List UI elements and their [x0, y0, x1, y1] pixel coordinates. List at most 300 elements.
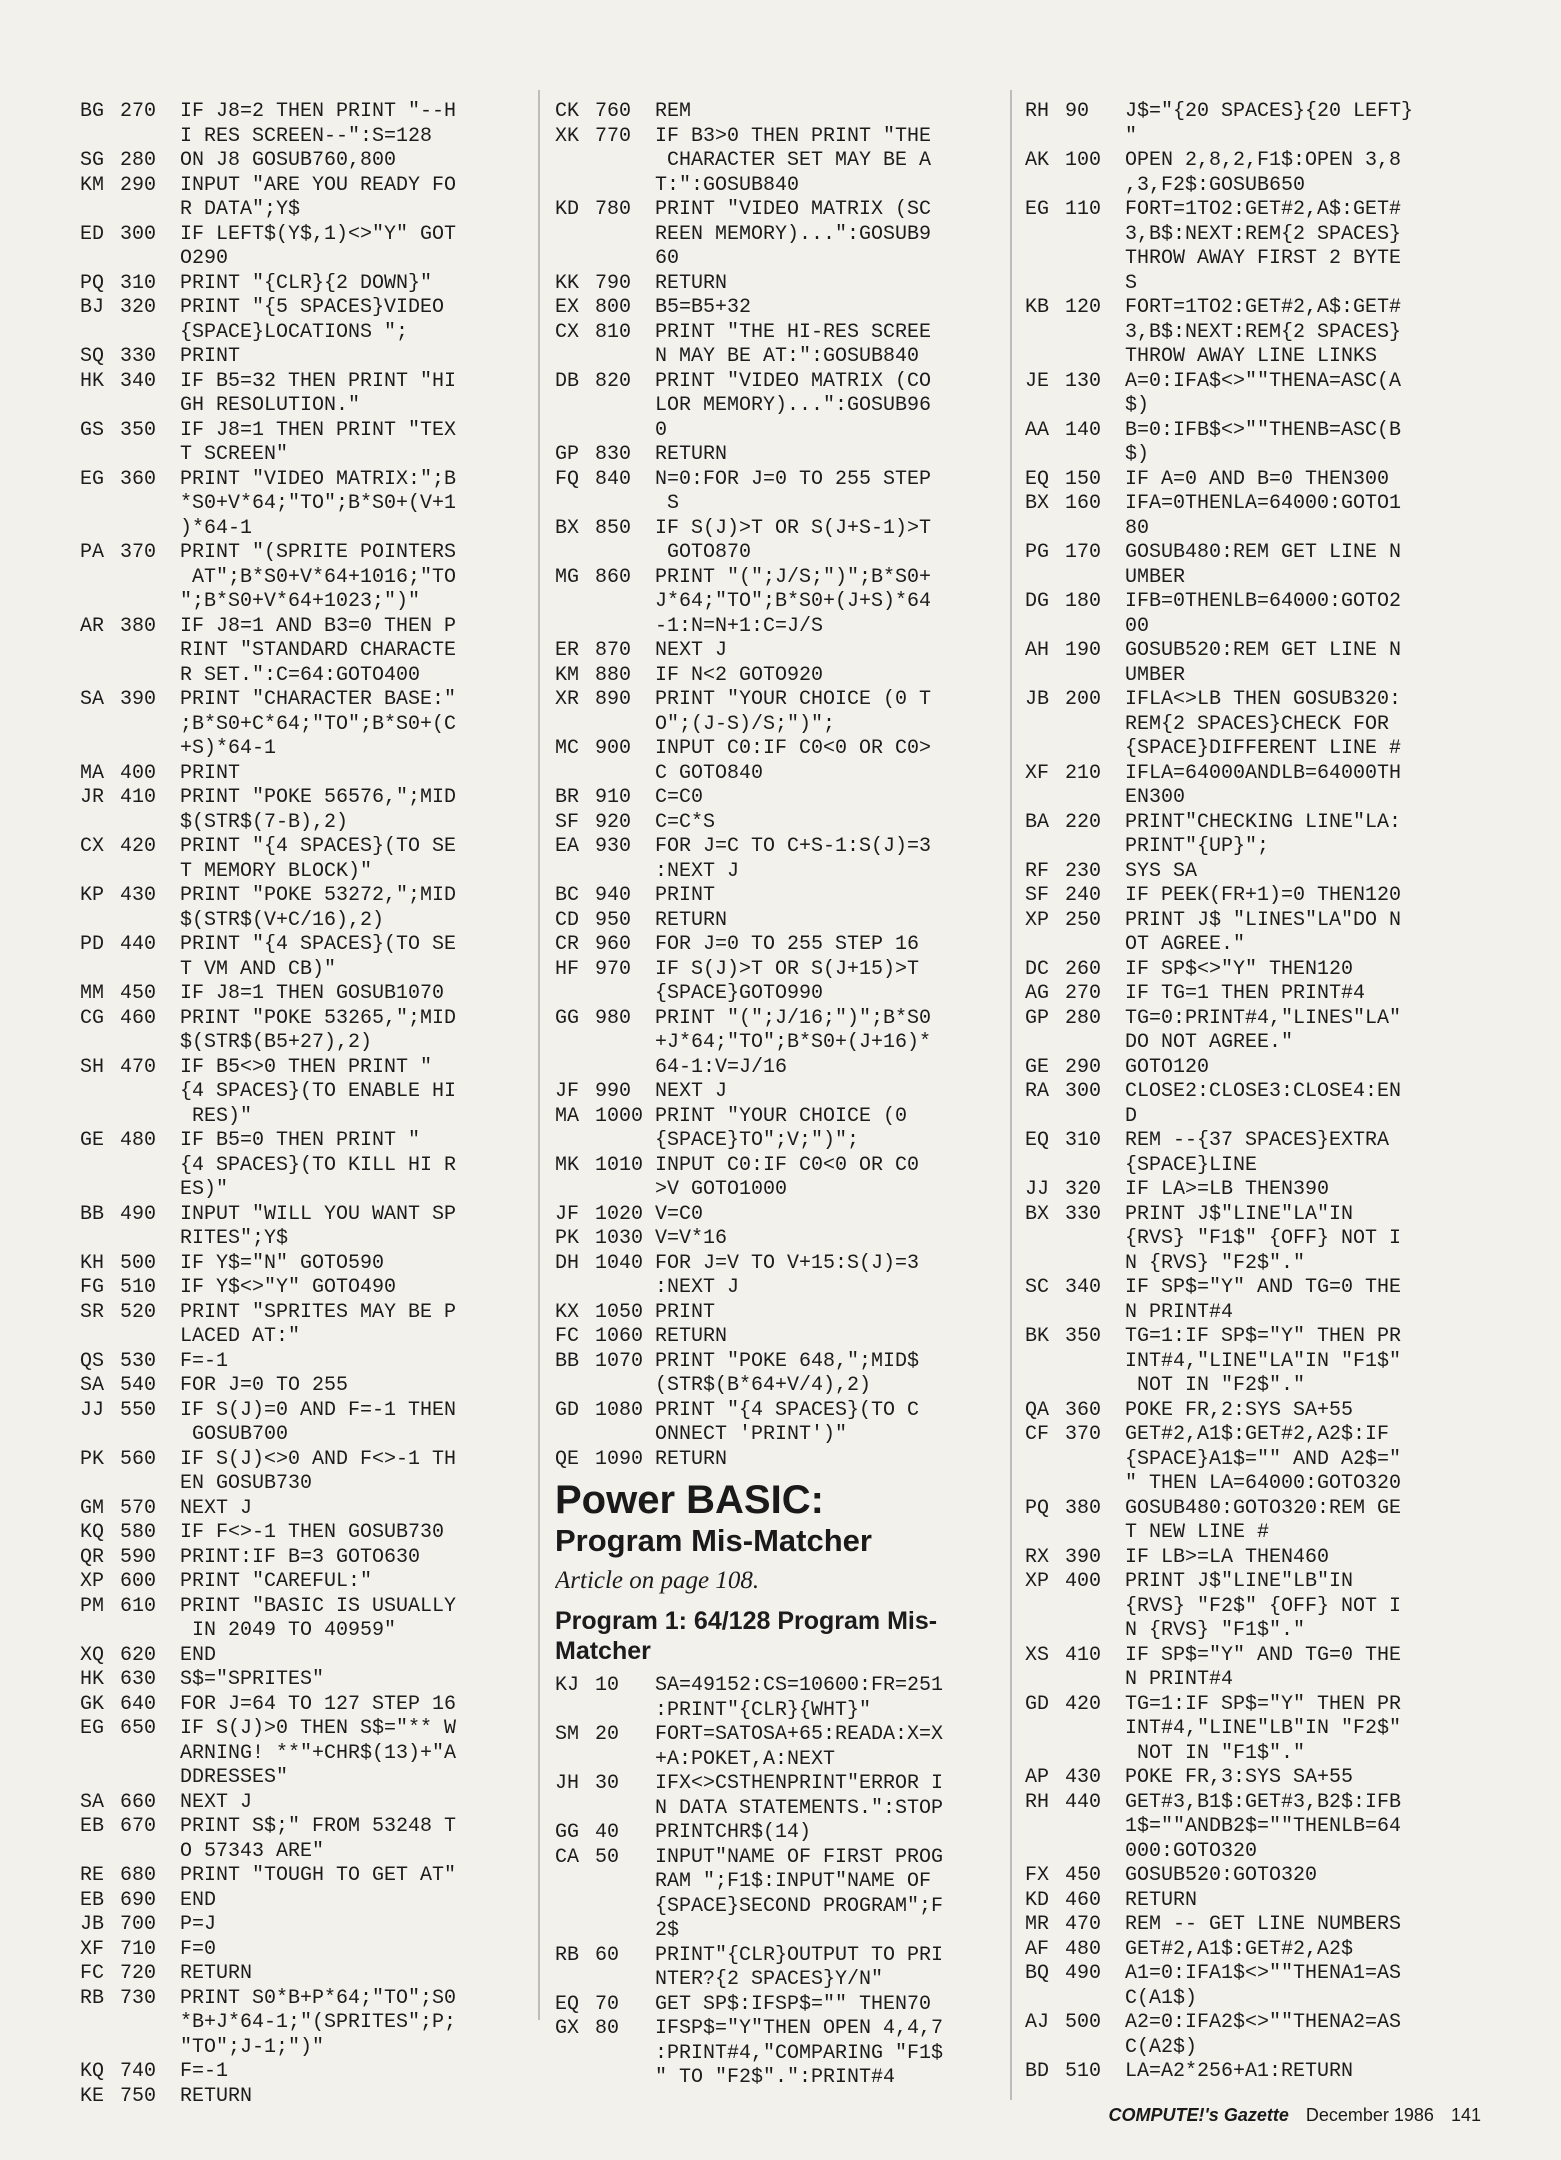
line-number [1065, 1252, 1125, 1277]
line-number: 510 [120, 1276, 157, 1299]
checksum: JB [80, 1913, 105, 1936]
checksum [80, 443, 120, 468]
checksum [555, 492, 595, 517]
code-line [1025, 1056, 1480, 1081]
line-number [1065, 1619, 1125, 1644]
code-line [555, 296, 1000, 321]
checksum: JJ [1025, 1178, 1050, 1201]
code-text: IF F<>-1 THEN GOSUB730 [180, 1521, 445, 1544]
code-text: :NEXT J [655, 859, 740, 883]
code-text: PRINT [180, 761, 241, 785]
code-line [555, 1423, 1000, 1448]
checksum [555, 419, 595, 444]
code-text: CLOSE2:CLOSE3:CLOSE4:EN [1125, 1080, 1402, 1103]
code-text: NOT IN "F1$"." [1125, 1741, 1306, 1765]
line-number [595, 345, 655, 370]
line-number: 480 [120, 1129, 157, 1152]
code-line [555, 468, 1000, 493]
code-text: IFA=0THENLA=64000:GOTO1 [1125, 492, 1402, 515]
code-text: RETURN [655, 1447, 728, 1471]
line-number: 290 [120, 173, 157, 197]
code-line [80, 1889, 520, 1914]
code-text: RETURN [1125, 1888, 1198, 1912]
code-text: GH RESOLUTION." [180, 394, 361, 417]
line-number [595, 247, 655, 272]
code-line [80, 1105, 520, 1130]
code-text: N {RVS} "F2$"." [1125, 1251, 1306, 1275]
code-line [555, 713, 1000, 738]
checksum [1025, 1521, 1065, 1546]
code-text: ARNING! **"+CHR$(13)+"A [180, 1741, 457, 1765]
line-number: 30 [595, 1772, 620, 1795]
checksum: RE [80, 1864, 105, 1887]
checksum: KD [1025, 1888, 1050, 1912]
code-text: IF S(J)=0 AND F=-1 THEN [180, 1398, 457, 1422]
code-text: PRINT [180, 345, 241, 368]
line-number [1065, 566, 1125, 591]
checksum: BQ [1025, 1962, 1050, 1985]
line-number [595, 713, 655, 738]
checksum: XS [1025, 1643, 1050, 1667]
code-text: +S)*64-1 [180, 737, 277, 760]
code-text: N=0:FOR J=0 TO 255 STEP [655, 467, 932, 491]
checksum [1025, 1350, 1065, 1375]
line-number: 650 [120, 1717, 157, 1740]
code-line [1025, 1399, 1480, 1424]
checksum [555, 1031, 595, 1056]
code-line [1025, 1815, 1480, 1840]
checksum: EG [80, 467, 105, 491]
code-text: {SPACE}GOTO990 [655, 982, 824, 1005]
line-number [120, 639, 180, 664]
code-line [1025, 492, 1480, 517]
line-number: 770 [595, 124, 632, 148]
code-line [555, 566, 1000, 591]
code-line [555, 1178, 1000, 1203]
code-line [555, 247, 1000, 272]
checksum [1025, 321, 1065, 346]
program-heading: Program 1: 64/128 Program Mis-Matcher [555, 1607, 938, 1665]
code-line [80, 468, 520, 493]
code-line [1025, 1374, 1480, 1399]
code-line [80, 860, 520, 885]
code-text: S [1125, 271, 1138, 295]
checksum: EQ [1025, 467, 1050, 491]
checksum [80, 1178, 120, 1203]
code-line [555, 174, 1000, 199]
code-line [555, 1350, 1000, 1375]
checksum [1025, 664, 1065, 689]
checksum [1025, 1815, 1065, 1840]
line-number: 270 [1065, 982, 1102, 1005]
code-line [80, 1423, 520, 1448]
checksum [1025, 1668, 1065, 1693]
code-text: NEXT J [655, 1080, 728, 1103]
line-number [1065, 345, 1125, 370]
checksum [555, 1056, 595, 1081]
code-line [1025, 174, 1480, 199]
code-line [555, 517, 1000, 542]
code-text: N PRINT#4 [1125, 1300, 1234, 1324]
code-text: IF SP$<>"Y" THEN120 [1125, 957, 1354, 981]
code-line [555, 1325, 1000, 1350]
line-number: 400 [1065, 1570, 1102, 1593]
line-number: 670 [120, 1815, 157, 1838]
line-number [595, 982, 655, 1007]
code-line [80, 125, 520, 150]
checksum: GX [555, 2017, 580, 2040]
code-text: PRINT"{CLR}OUTPUT TO PRI [655, 1943, 944, 1967]
line-number: 440 [120, 933, 157, 956]
checksum [1025, 247, 1065, 272]
code-text: REM [655, 100, 692, 123]
code-text: GOTO870 [655, 541, 752, 564]
checksum [555, 590, 595, 615]
code-line [80, 1987, 520, 2012]
code-text: FORT=1TO2:GET#2,A$:GET# [1125, 296, 1402, 319]
code-line [1025, 1693, 1480, 1718]
checksum: ED [80, 222, 105, 246]
line-number: 410 [120, 786, 157, 809]
line-number [120, 713, 180, 738]
code-text: FOR J=0 TO 255 STEP 16 [655, 933, 920, 956]
code-line [80, 492, 520, 517]
line-number: 430 [120, 884, 157, 907]
line-number: 700 [120, 1913, 157, 1936]
line-number: 880 [595, 663, 632, 687]
code-line [80, 1570, 520, 1595]
line-number: 10 [595, 1674, 620, 1697]
line-number [1065, 1521, 1125, 1546]
line-number: 440 [1065, 1790, 1102, 1814]
code-text: FOR J=C TO C+S-1:S(J)=3 [655, 835, 932, 858]
checksum [555, 174, 595, 199]
line-number: 270 [120, 100, 157, 123]
line-number: 430 [1065, 1766, 1102, 1789]
code-text: PRINT "{4 SPACES}(TO SE [180, 835, 457, 858]
checksum: DH [555, 1251, 580, 1275]
code-text: N {RVS} "F1$"." [1125, 1619, 1306, 1642]
checksum: BX [1025, 1202, 1050, 1226]
checksum: KM [555, 663, 580, 687]
checksum: SA [80, 1790, 105, 1814]
code-line [1025, 933, 1480, 958]
checksum: CX [555, 320, 580, 344]
checksum [1025, 713, 1065, 738]
line-number [1065, 1448, 1125, 1473]
line-number: 780 [595, 198, 632, 221]
checksum [555, 1748, 595, 1773]
code-line [80, 811, 520, 836]
code-text: INPUT"NAME OF FIRST PROG [655, 1845, 944, 1869]
line-number [1065, 125, 1125, 150]
line-number: 940 [595, 884, 632, 907]
checksum: EB [80, 1888, 105, 1912]
line-number: 740 [120, 2060, 157, 2083]
code-line [555, 198, 1000, 223]
code-line [555, 370, 1000, 395]
line-number: 310 [120, 271, 157, 295]
checksum [555, 345, 595, 370]
code-text: {4 SPACES}(TO ENABLE HI [180, 1080, 457, 1103]
code-line [555, 1154, 1000, 1179]
code-line [555, 1821, 1000, 1846]
checksum [1025, 1987, 1065, 2012]
code-text: PRINT "BASIC IS USUALLY [180, 1594, 457, 1618]
page-footer [1097, 2105, 1481, 2126]
line-number: 420 [120, 835, 157, 858]
checksum [1025, 1595, 1065, 1620]
checksum: SC [1025, 1276, 1050, 1299]
code-line [555, 1448, 1000, 1473]
code-text: T MEMORY BLOCK)" [180, 859, 373, 883]
line-number [120, 492, 180, 517]
line-number [120, 1766, 180, 1791]
code-line [1025, 835, 1480, 860]
code-line [80, 1252, 520, 1277]
line-number [120, 1619, 180, 1644]
checksum [80, 1080, 120, 1105]
code-line [80, 1521, 520, 1546]
code-text: J$="{20 SPACES}{20 LEFT} [1125, 100, 1414, 123]
line-number: 520 [120, 1300, 157, 1324]
checksum: AA [1025, 418, 1050, 442]
line-number: 490 [120, 1202, 157, 1226]
code-text: J*64;"TO";B*S0+(J+S)*64 [655, 590, 932, 613]
code-text: T VM AND CB)" [180, 957, 337, 981]
code-text: 00 [1125, 614, 1150, 638]
line-number [120, 1080, 180, 1105]
checksum: XQ [80, 1643, 105, 1667]
checksum: GG [555, 1821, 580, 1844]
line-number [1065, 247, 1125, 272]
code-line [1025, 1546, 1480, 1571]
code-line [1025, 1497, 1480, 1522]
checksum: DG [1025, 590, 1050, 613]
code-line [80, 1693, 520, 1718]
code-text: V=C0 [655, 1202, 704, 1226]
code-text: IFSP$="Y"THEN OPEN 4,4,7 [655, 2017, 944, 2040]
checksum [555, 982, 595, 1007]
code-text: LACED AT:" [180, 1325, 301, 1348]
code-line [555, 786, 1000, 811]
checksum: EG [1025, 198, 1050, 221]
checksum [555, 2042, 595, 2067]
line-number [120, 737, 180, 762]
line-number: 410 [1065, 1643, 1102, 1667]
code-text: DO NOT AGREE." [1125, 1031, 1294, 1054]
code-text: IF B5<>0 THEN PRINT " [180, 1055, 433, 1079]
line-number [595, 762, 655, 787]
checksum: KJ [555, 1674, 580, 1697]
code-text: 1$=""ANDB2$=""THENLB=64 [1125, 1815, 1402, 1838]
code-line [555, 1129, 1000, 1154]
line-number [120, 1227, 180, 1252]
line-number [1065, 2036, 1125, 2061]
code-line [555, 737, 1000, 762]
code-text: DDRESSES" [180, 1766, 289, 1789]
code-text: 3,B$:NEXT:REM{2 SPACES} [1125, 320, 1402, 344]
checksum [80, 639, 120, 664]
checksum: DB [555, 369, 580, 393]
line-number [1065, 517, 1125, 542]
code-text: GOSUB480:GOTO320:REM GE [1125, 1496, 1402, 1520]
line-number: 460 [120, 1006, 157, 1030]
line-number: 830 [595, 443, 632, 466]
checksum: SF [1025, 884, 1050, 907]
checksum [80, 1423, 120, 1448]
code-line [555, 639, 1000, 664]
line-number: 350 [120, 418, 157, 442]
checksum [80, 492, 120, 517]
line-number [595, 149, 655, 174]
checksum: AF [1025, 1937, 1050, 1961]
code-text: " TO "F2$".":PRINT#4 [655, 2066, 896, 2089]
code-line [1025, 1742, 1480, 1767]
code-line [80, 2060, 520, 2085]
code-line [1025, 786, 1480, 811]
line-number [595, 590, 655, 615]
checksum: QR [80, 1545, 105, 1569]
code-text: 3,B$:NEXT:REM{2 SPACES} [1125, 222, 1402, 246]
checksum: CR [555, 933, 580, 956]
line-number [1065, 1031, 1125, 1056]
code-line [555, 125, 1000, 150]
checksum [1025, 443, 1065, 468]
code-line [555, 100, 1000, 125]
line-number: 530 [120, 1349, 157, 1373]
code-line [1025, 615, 1480, 640]
code-text: R DATA";Y$ [180, 198, 301, 221]
code-text: {SPACE}LINE [1125, 1153, 1258, 1177]
line-number [120, 860, 180, 885]
checksum [1025, 1840, 1065, 1865]
line-number [120, 1472, 180, 1497]
line-number: 1030 [595, 1227, 644, 1250]
code-text: LOR MEMORY)...":GOSUB96 [655, 394, 932, 417]
code-text: R SET.":C=64:GOTO400 [180, 663, 421, 687]
code-line [80, 1399, 520, 1424]
code-text: FORT=SATOSA+65:READA:X=X [655, 1723, 944, 1746]
line-number: 100 [1065, 149, 1102, 172]
code-line [555, 1276, 1000, 1301]
code-text: FORT=1TO2:GET#2,A$:GET# [1125, 198, 1402, 221]
checksum [80, 1472, 120, 1497]
code-line [555, 1080, 1000, 1105]
code-line [1025, 1521, 1480, 1546]
checksum [555, 1276, 595, 1301]
code-text: "TO";J-1;")" [180, 2035, 325, 2059]
code-text: PRINT [655, 884, 716, 907]
line-number [120, 321, 180, 346]
checksum: SR [80, 1300, 105, 1324]
code-line [1025, 958, 1480, 983]
line-number [595, 1699, 655, 1724]
checksum [1025, 933, 1065, 958]
code-line [555, 1056, 1000, 1081]
code-line [80, 1472, 520, 1497]
line-number: 180 [1065, 590, 1102, 613]
code-line [1025, 1423, 1480, 1448]
line-number: 370 [120, 541, 157, 564]
line-number [1065, 443, 1125, 468]
line-number: 260 [1065, 957, 1102, 981]
line-number: 910 [595, 786, 632, 809]
checksum: EG [80, 1717, 105, 1740]
line-number: 900 [595, 737, 632, 760]
code-text: GOSUB700 [180, 1423, 289, 1446]
code-line [555, 1748, 1000, 1773]
checksum [555, 713, 595, 738]
code-text: GET#2,A1$:GET#2,A2$ [1125, 1937, 1354, 1961]
code-text: POKE FR,2:SYS SA+55 [1125, 1398, 1354, 1422]
code-line [555, 1301, 1000, 1326]
code-text: B=0:IFB$<>""THENB=ASC(B [1125, 418, 1402, 442]
code-line [80, 1301, 520, 1326]
code-text: PRINT "YOUR CHOICE (0 [655, 1104, 908, 1128]
code-line [555, 492, 1000, 517]
code-text: {SPACE}DIFFERENT LINE # [1125, 737, 1402, 760]
code-line [555, 223, 1000, 248]
code-text: IF Y$="N" GOTO590 [180, 1251, 385, 1275]
line-number: 510 [1065, 2060, 1102, 2083]
code-text: POKE FR,3:SYS SA+55 [1125, 1766, 1354, 1789]
code-text: NEXT J [180, 1496, 253, 1520]
code-line [555, 664, 1000, 689]
checksum [1025, 1154, 1065, 1179]
line-number: 240 [1065, 884, 1102, 907]
line-number [120, 590, 180, 615]
code-text: IF B5=0 THEN PRINT " [180, 1129, 421, 1152]
code-line [80, 2011, 520, 2036]
line-number [595, 1895, 655, 1920]
line-number: 450 [120, 982, 157, 1005]
code-text: REM{2 SPACES}CHECK FOR [1125, 712, 1390, 736]
code-line [1025, 2036, 1480, 2061]
code-line [1025, 1472, 1480, 1497]
checksum: HK [80, 369, 105, 393]
code-text: PRINT "(";J/16;")";B*S0 [655, 1006, 932, 1030]
code-text: (STR$(B*64+V/4),2) [655, 1374, 872, 1397]
line-number [1065, 1301, 1125, 1326]
code-text: REM -- GET LINE NUMBERS [1125, 1913, 1402, 1936]
code-line [80, 1031, 520, 1056]
checksum [1025, 394, 1065, 419]
code-line [555, 933, 1000, 958]
code-line [555, 762, 1000, 787]
code-line [80, 1227, 520, 1252]
checksum [1025, 2036, 1065, 2061]
code-line [80, 1595, 520, 1620]
line-number: 420 [1065, 1692, 1102, 1716]
checksum: CF [1025, 1423, 1050, 1446]
checksum: GP [1025, 1006, 1050, 1030]
line-number [1065, 1350, 1125, 1375]
code-line [555, 1846, 1000, 1871]
line-number [1065, 174, 1125, 199]
code-text: +A:POKET,A:NEXT [655, 1747, 836, 1771]
code-text: PRINT "POKE 56576,";MID [180, 786, 457, 809]
code-line [80, 1546, 520, 1571]
code-text: PRINT "VIDEO MATRIX (SC [655, 198, 932, 221]
line-number: 610 [120, 1594, 157, 1618]
code-line [1025, 1129, 1480, 1154]
checksum: SG [80, 149, 105, 172]
checksum: BG [80, 100, 105, 123]
code-line [555, 419, 1000, 444]
checksum: FG [80, 1276, 105, 1299]
code-text: *S0+V*64;"TO";B*S0+(V+1 [180, 492, 457, 515]
